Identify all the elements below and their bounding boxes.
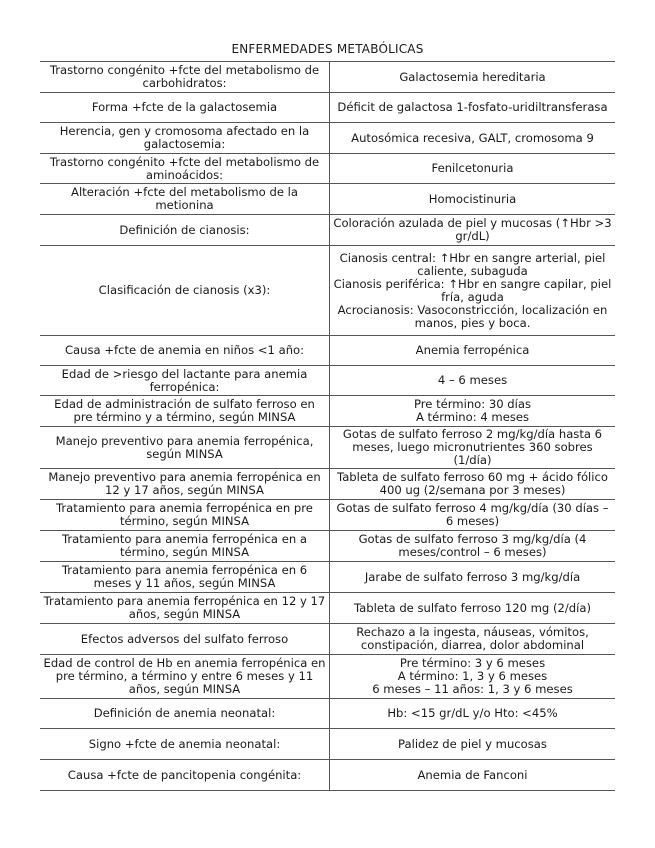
table-row: [40, 624, 615, 655]
answer-cell: Homocistinuria: [330, 184, 616, 215]
answer-cell: Fenilcetonuria: [330, 154, 616, 184]
question-cell: Causa +fcte de pancitopenia congénita:: [40, 760, 330, 791]
answer-cell: Anemia de Fanconi: [330, 760, 616, 791]
disease-table: [40, 61, 615, 791]
answer-cell: Cianosis central: ↑Hbr en sangre arterial, piel caliente, subaguda Cianosis periférica: ↑Hbr en sangre capilar, piel fría, aguda Acrocianosis: Vasoconstricción, localización en manos, pies y boca.: [330, 246, 616, 336]
question-cell: Tratamiento para anemia ferropénica en 6 meses y 11 años, según MINSA: [40, 562, 330, 593]
answer-cell: Hb: <15 gr/dL y/o Hto: <45%: [330, 699, 616, 729]
answer-cell: Déficit de galactosa 1-fosfato-uridiltransferasa: [330, 93, 616, 123]
question-cell: Trastorno congénito +fcte del metabolismo de aminoácidos:: [40, 154, 330, 184]
table-row: [40, 500, 615, 531]
table-row: [40, 336, 615, 366]
question-cell: Tratamiento para anemia ferropénica en a término, según MINSA: [40, 531, 330, 562]
table-row: [40, 729, 615, 760]
answer-cell: 4 – 6 meses: [330, 366, 616, 396]
answer-cell: Gotas de sulfato ferroso 2 mg/kg/día hasta 6 meses, luego micronutrientes 360 sobres (1/día): [330, 427, 616, 469]
question-cell: Edad de administración de sulfato ferroso en pre término y a término, según MINSA: [40, 396, 330, 427]
answer-cell: Pre término: 30 días A término: 4 meses: [330, 396, 616, 427]
table-row: [40, 562, 615, 593]
answer-cell: Tableta de sulfato ferroso 120 mg (2/día): [330, 593, 616, 624]
question-cell: Signo +fcte de anemia neonatal:: [40, 729, 330, 760]
answer-cell: Galactosemia hereditaria: [330, 62, 616, 93]
question-cell: Clasificación de cianosis (x3):: [40, 246, 330, 336]
table-row: [40, 123, 615, 154]
table-row: [40, 366, 615, 396]
question-cell: Causa +fcte de anemia en niños <1 año:: [40, 336, 330, 366]
answer-cell: Gotas de sulfato ferroso 3 mg/kg/día (4 meses/control – 6 meses): [330, 531, 616, 562]
answer-cell: Rechazo a la ingesta, náuseas, vómitos, constipación, diarrea, dolor abdominal: [330, 624, 616, 655]
table-row: [40, 593, 615, 624]
answer-cell: Gotas de sulfato ferroso 4 mg/kg/día (30 días – 6 meses): [330, 500, 616, 531]
question-cell: Tratamiento para anemia ferropénica en pre término, según MINSA: [40, 500, 330, 531]
question-cell: Definición de anemia neonatal:: [40, 699, 330, 729]
table-row: [40, 93, 615, 123]
table-row: [40, 246, 615, 336]
answer-cell: Autosómica recesiva, GALT, cromosoma 9: [330, 123, 616, 154]
table-row: [40, 655, 615, 699]
table-row: [40, 396, 615, 427]
table-row: [40, 760, 615, 791]
table-row: [40, 469, 615, 500]
question-cell: Efectos adversos del sulfato ferroso: [40, 624, 330, 655]
table-row: [40, 154, 615, 184]
question-cell: Manejo preventivo para anemia ferropénica, según MINSA: [40, 427, 330, 469]
question-cell: Definición de cianosis:: [40, 215, 330, 246]
question-cell: Herencia, gen y cromosoma afectado en la galactosemia:: [40, 123, 330, 154]
answer-cell: Palidez de piel y mucosas: [330, 729, 616, 760]
table-row: [40, 62, 615, 93]
answer-cell: Pre término: 3 y 6 meses A término: 1, 3 y 6 meses 6 meses – 11 años: 1, 3 y 6 meses: [330, 655, 616, 699]
answer-cell: Tableta de sulfato ferroso 60 mg + ácido fólico 400 ug (2/semana por 3 meses): [330, 469, 616, 500]
table-row: [40, 699, 615, 729]
table-row: [40, 184, 615, 215]
answer-cell: Coloración azulada de piel y mucosas (↑Hbr >3 gr/dL): [330, 215, 616, 246]
table-row: [40, 427, 615, 469]
question-cell: Manejo preventivo para anemia ferropénica en 12 y 17 años, según MINSA: [40, 469, 330, 500]
answer-cell: Anemia ferropénica: [330, 336, 616, 366]
table-row: [40, 215, 615, 246]
question-cell: Tratamiento para anemia ferropénica en 12 y 17 años, según MINSA: [40, 593, 330, 624]
question-cell: Edad de control de Hb en anemia ferropénica en pre término, a término y entre 6 meses y 11 años, según MINSA: [40, 655, 330, 699]
question-cell: Trastorno congénito +fcte del metabolismo de carbohidratos:: [40, 62, 330, 93]
answer-cell: Jarabe de sulfato ferroso 3 mg/kg/día: [330, 562, 616, 593]
question-cell: Forma +fcte de la galactosemia: [40, 93, 330, 123]
question-cell: Alteración +fcte del metabolismo de la metionina: [40, 184, 330, 215]
page-title: ENFERMEDADES METABÓLICAS: [231, 42, 424, 56]
question-cell: Edad de >riesgo del lactante para anemia ferropénica:: [40, 366, 330, 396]
table-row: [40, 531, 615, 562]
